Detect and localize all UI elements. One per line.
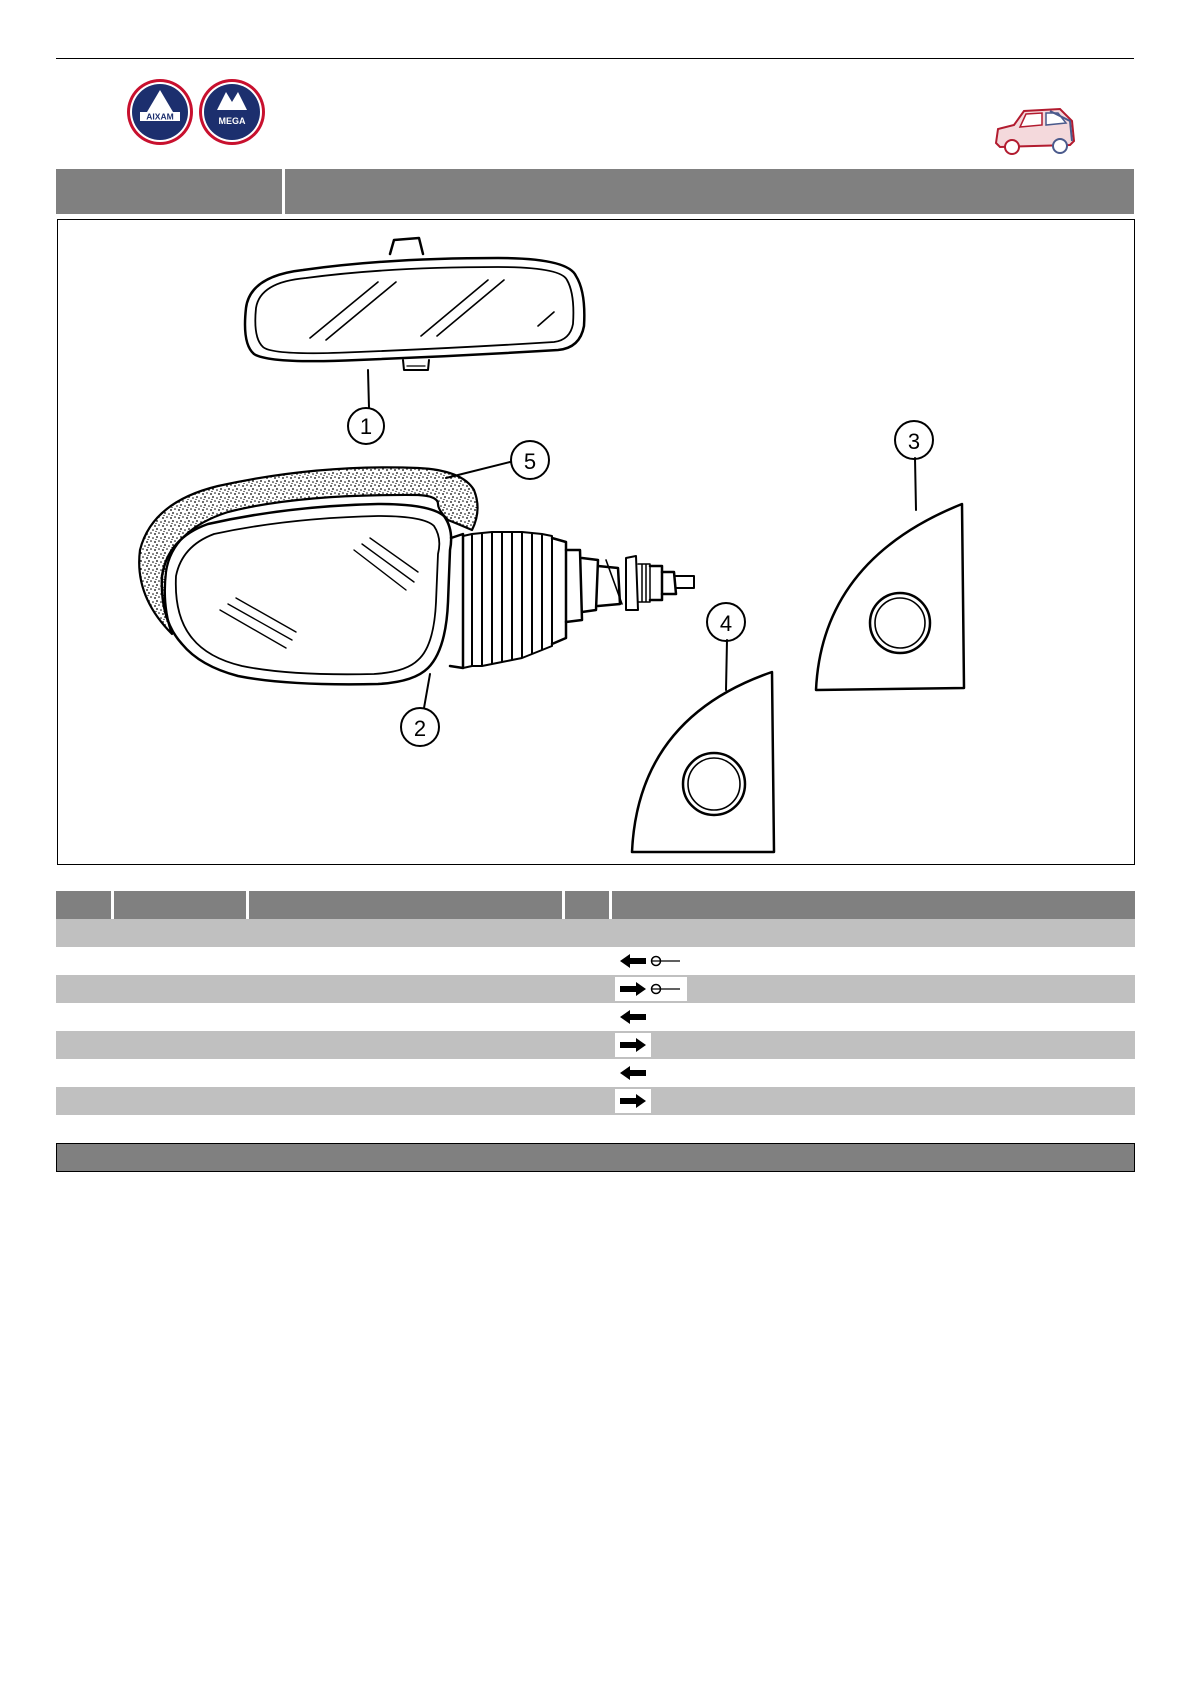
arrow-right-icon bbox=[615, 1089, 651, 1113]
title-divider bbox=[282, 169, 285, 214]
interior-mirror bbox=[245, 238, 584, 408]
table-row bbox=[56, 1003, 1135, 1031]
svg-text:MEGA: MEGA bbox=[218, 116, 246, 126]
arrow-right-icon bbox=[615, 1033, 651, 1057]
svg-text:1: 1 bbox=[359, 414, 373, 439]
top-rule bbox=[56, 58, 1134, 59]
table-row bbox=[56, 975, 1135, 1003]
table-row bbox=[56, 919, 1135, 947]
table-footer bbox=[56, 1143, 1135, 1172]
arrow-right-with-key-icon bbox=[615, 977, 687, 1001]
car-icon bbox=[990, 103, 1080, 161]
table-row bbox=[56, 1059, 1135, 1087]
svg-text:AIXAM: AIXAM bbox=[146, 111, 174, 122]
trim-panel-4 bbox=[632, 640, 774, 852]
title-bar bbox=[56, 169, 1134, 214]
callout-4 bbox=[707, 603, 745, 641]
parts-table bbox=[56, 891, 1135, 1172]
mirror-gasket bbox=[139, 462, 510, 634]
trim-panel-3 bbox=[816, 458, 964, 690]
callout-5 bbox=[511, 441, 549, 479]
arrow-left-icon bbox=[615, 1005, 651, 1029]
callout-1 bbox=[348, 408, 384, 444]
svg-text:4: 4 bbox=[719, 611, 733, 636]
brand-logos bbox=[127, 78, 267, 146]
table-row bbox=[56, 1031, 1135, 1059]
table-row bbox=[56, 1087, 1135, 1115]
parts-diagram bbox=[57, 219, 1135, 865]
aixam-logo bbox=[127, 79, 193, 145]
table-row bbox=[56, 1115, 1135, 1143]
mega-logo bbox=[199, 79, 265, 145]
callout-3 bbox=[895, 421, 933, 459]
exterior-mirror bbox=[162, 504, 694, 708]
table-header bbox=[56, 891, 1135, 919]
callout-2 bbox=[401, 708, 439, 746]
svg-text:5: 5 bbox=[523, 449, 537, 474]
svg-text:3: 3 bbox=[907, 429, 921, 454]
table-row bbox=[56, 947, 1135, 975]
svg-text:2: 2 bbox=[413, 716, 427, 741]
arrow-left-with-key-icon bbox=[615, 949, 687, 973]
arrow-left-icon bbox=[615, 1061, 651, 1085]
